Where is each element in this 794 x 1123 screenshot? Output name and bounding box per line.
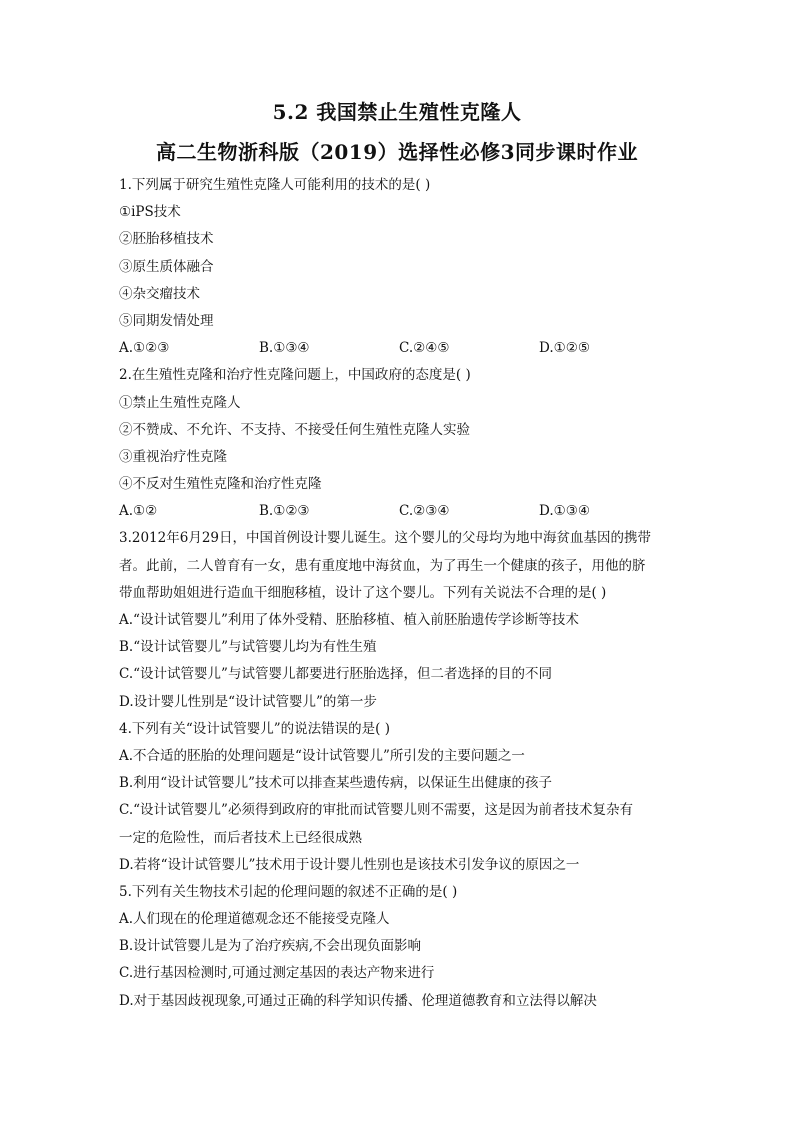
q1-option-a: A.①②③ — [119, 340, 170, 357]
q2-item: ②不赞成、不允许、不支持、不接受任何生殖性克隆人实验 — [119, 421, 470, 438]
q2-option-d: D.①③④ — [539, 503, 590, 520]
q5-option-b: B.设计试管婴儿是为了治疗疾病,不会出现负面影响 — [119, 938, 422, 955]
q1-item: ①iPS技术 — [119, 204, 181, 221]
q2-option-c: C.②③④ — [399, 503, 450, 520]
q3-option-c: C.“设计试管婴儿”与试管婴儿都要进行胚胎选择，但二者选择的目的不同 — [119, 666, 552, 683]
q3-option-b: B.“设计试管婴儿”与试管婴儿均为有性生殖 — [119, 639, 377, 656]
q2-item: ④不反对生殖性克隆和治疗性克隆 — [119, 476, 322, 493]
q5-option-d: D.对于基因歧视现象,可通过正确的科学知识传播、伦理道德教育和立法得以解决 — [119, 992, 597, 1009]
q3-stem-line: 者。此前，二人曾育有一女，患有重度地中海贫血，为了再生一个健康的孩子，用他的脐 — [119, 557, 646, 574]
q4-option-c-cont: 一定的危险性，而后者技术上已经很成熟 — [119, 829, 362, 846]
q3-stem-line: 带血帮助姐姐进行造血干细胞移植，设计了这个婴儿。下列有关说法不合理的是( ) — [119, 584, 607, 601]
q2-options — [119, 498, 679, 525]
q1-item: ②胚胎移植技术 — [119, 231, 214, 248]
q5-stem: 5.下列有关生物技术引起的伦理问题的叙述不正确的是( ) — [119, 883, 458, 900]
q4-option-d: D.若将“设计试管婴儿”技术用于设计婴儿性别也是该技术引发争议的原因之一 — [119, 856, 580, 873]
q1-item: ⑤同期发情处理 — [119, 312, 214, 329]
q4-stem: 4.下列有关“设计试管婴儿”的说法错误的是( ) — [119, 720, 391, 737]
q1-item: ③原生质体融合 — [119, 258, 214, 275]
q2-option-b: B.①②③ — [259, 503, 310, 520]
document-title: 5.2 我国禁止生殖性克隆人 — [272, 100, 522, 124]
q5-option-c: C.进行基因检测时,可通过测定基因的表达产物来进行 — [119, 965, 435, 982]
q4-option-b: B.利用“设计试管婴儿”技术可以排查某些遗传病，以保证生出健康的孩子 — [119, 775, 553, 792]
q3-option-d: D.设计婴儿性别是“设计试管婴儿”的第一步 — [119, 693, 377, 710]
q3-option-a: A.“设计试管婴儿”利用了体外受精、胚胎移植、植入前胚胎遗传学诊断等技术 — [119, 612, 579, 628]
q1-option-c: C.②④⑤ — [399, 340, 450, 357]
q1-option-d: D.①②⑤ — [539, 340, 590, 357]
document-subtitle: 高二生物浙科版（2019）选择性必修3同步课时作业 — [155, 140, 639, 164]
q4-option-c: C.“设计试管婴儿”必须得到政府的审批而试管婴儿则不需要，这是因为前者技术复杂有 — [119, 802, 633, 819]
q1-item: ④杂交瘤技术 — [119, 285, 200, 302]
q3-stem-line: 3.2012年6月29日，中国首例设计婴儿诞生。这个婴儿的父母均为地中海贫血基因的携带 — [119, 530, 652, 547]
q5-option-a: A.人们现在的伦理道德观念还不能接受克隆人 — [119, 911, 390, 928]
q1-stem: 1.下列属于研究生殖性克隆人可能利用的技术的是( ) — [119, 177, 431, 193]
q1-option-b: B.①③④ — [259, 340, 310, 357]
q2-item: ③重视治疗性克隆 — [119, 448, 227, 465]
q4-option-a: A.不合适的胚胎的处理问题是“设计试管婴儿”所引发的主要问题之一 — [119, 747, 525, 764]
question-list — [119, 172, 679, 1015]
q1-options — [119, 335, 679, 362]
q2-option-a: A.①② — [119, 503, 158, 520]
q2-item: ①禁止生殖性克隆人 — [119, 394, 241, 411]
q2-stem: 2.在生殖性克隆和治疗性克隆问题上，中国政府的态度是( ) — [119, 367, 471, 384]
